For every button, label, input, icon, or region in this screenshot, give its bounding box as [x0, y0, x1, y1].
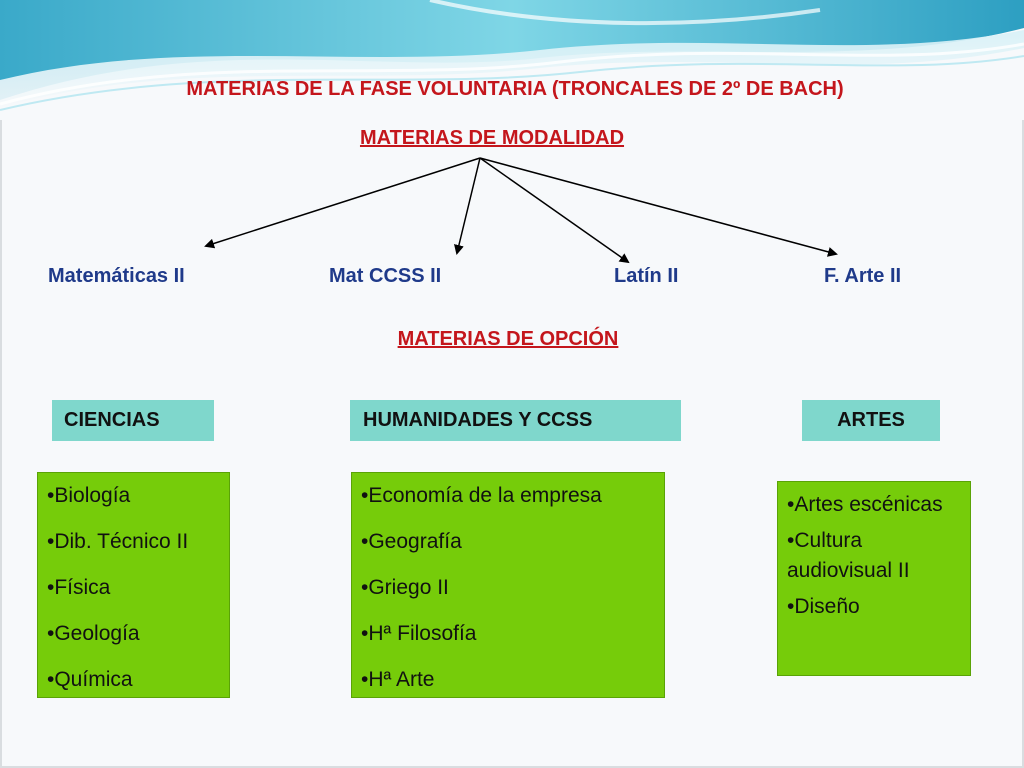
subject-item: •Economía de la empresa [361, 484, 602, 507]
arrow-to-f-arte [480, 158, 836, 254]
subject-item: •Artes escénicas [787, 493, 943, 516]
subject-item: •Geología [47, 622, 140, 645]
subject-item: •Dib. Técnico II [47, 530, 189, 553]
subject-item: •Química [47, 668, 133, 691]
category-humanidades-ccss: HUMANIDADES Y CCSS [350, 400, 681, 441]
modalidad-item-matematicas: Matemáticas II [48, 265, 185, 287]
subject-item: •Hª Filosofía [361, 622, 477, 645]
subject-item: •Hª Arte [361, 668, 435, 691]
subject-item: •Diseño [787, 595, 860, 618]
main-title: MATERIAS DE LA FASE VOLUNTARIA (TRONCALES DE 2º DE BACH) [186, 78, 844, 100]
subject-item: •Geografía [361, 530, 462, 553]
arrow-to-latin [480, 158, 628, 262]
modalidad-heading: MATERIAS DE MODALIDAD [359, 127, 625, 149]
arrow-to-matematicas [206, 158, 480, 246]
category-ciencias: CIENCIAS [52, 400, 214, 441]
subject-list-ciencias [37, 472, 230, 698]
subject-item: •Cultura audiovisual II [787, 529, 910, 582]
subject-item: •Biología [47, 484, 131, 507]
opcion-heading: MATERIAS DE OPCIÓN [397, 328, 619, 350]
modalidad-item-mat-ccss: Mat CCSS II [329, 265, 442, 287]
subject-list-artes [777, 481, 971, 676]
subject-item: •Griego II [361, 576, 449, 599]
subject-list-humanidades-ccss [351, 472, 665, 698]
modalidad-item-latin: Latín II [614, 265, 679, 287]
modalidad-item-f-arte: F. Arte II [824, 265, 902, 287]
subject-item: •Física [47, 576, 111, 599]
arrow-to-mat-ccss [457, 158, 480, 253]
category-artes: ARTES [802, 400, 940, 441]
